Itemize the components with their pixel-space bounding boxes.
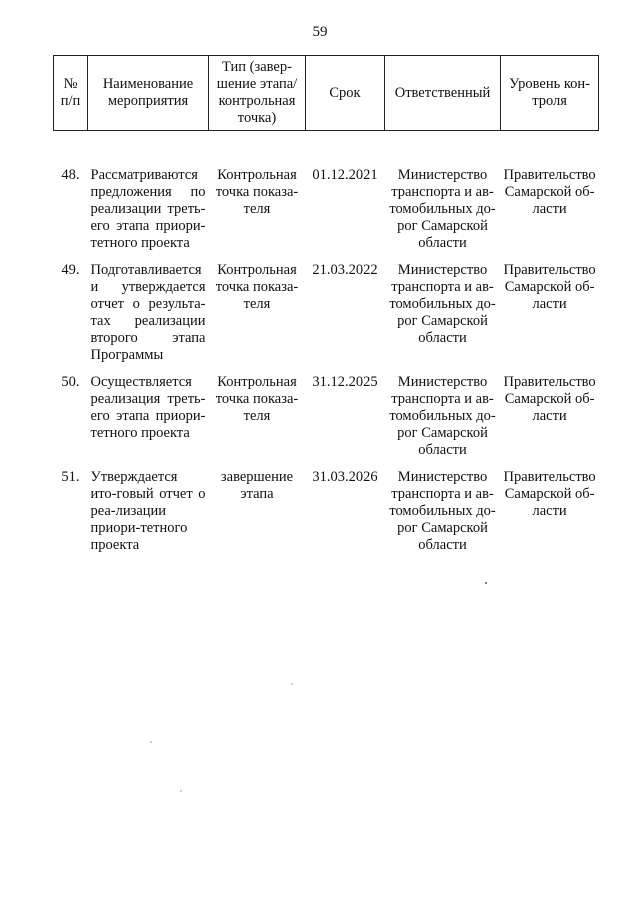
table-row xyxy=(54,374,599,469)
header-type: Тип (завер- шение этапа/ контрольная точка) xyxy=(209,56,306,131)
table-row xyxy=(54,262,599,374)
page-number: 59 xyxy=(312,24,328,40)
row-type: завершение этапа xyxy=(220,469,294,502)
header-num: № п/п xyxy=(54,56,88,131)
row-control: Правительство Самарской об-ласти xyxy=(503,167,596,217)
plan-table xyxy=(53,55,599,564)
row-date: 01.12.2021 xyxy=(312,167,378,183)
row-responsible: Министерство транспорта и ав-томобильных до-рог Самарской области xyxy=(389,167,496,251)
row-control: Правительство Самарской об-ласти xyxy=(503,262,596,312)
row-name: Утверждается ито-говый отчет о реа-лизации приори-тетного проекта xyxy=(90,469,206,553)
table-spacer xyxy=(54,131,599,168)
row-num: 49. xyxy=(61,262,80,278)
row-num: 48. xyxy=(61,167,80,183)
row-name: Подготавливается и утверждается отчет о результа-тах реализации второго этапа Программы xyxy=(90,262,206,363)
row-type: Контрольная точка показа-теля xyxy=(215,374,299,424)
scan-speck xyxy=(150,741,152,743)
scan-speck xyxy=(485,582,487,584)
row-date: 31.03.2026 xyxy=(312,469,378,485)
row-num: 50. xyxy=(61,374,80,390)
scan-speck xyxy=(180,790,182,792)
row-responsible: Министерство транспорта и ав-томобильных до-рог Самарской области xyxy=(389,374,496,458)
table-row xyxy=(54,167,599,262)
row-num: 51. xyxy=(61,469,80,485)
header-date: Срок xyxy=(306,56,385,131)
row-responsible: Министерство транспорта и ав-томобильных до-рог Самарской области xyxy=(389,262,496,346)
scan-speck xyxy=(291,683,293,685)
row-date: 21.03.2022 xyxy=(312,262,378,278)
table-header xyxy=(54,56,599,131)
header-responsible: Ответственный xyxy=(385,56,501,131)
row-name: Осуществляется реализация треть-его этапа приори-тетного проекта xyxy=(90,374,206,441)
header-control: Уровень кон- троля xyxy=(501,56,599,131)
header-name: Наименование мероприятия xyxy=(88,56,209,131)
table-row xyxy=(54,469,599,564)
row-name: Рассматриваются предложения по реализации треть-его этапа приори-тетного проекта xyxy=(90,167,206,251)
row-responsible: Министерство транспорта и ав-томобильных до-рог Самарской области xyxy=(389,469,496,553)
row-control: Правительство Самарской об-ласти xyxy=(503,374,596,424)
row-control: Правительство Самарской об-ласти xyxy=(503,469,596,519)
row-date: 31.12.2025 xyxy=(312,374,378,390)
row-type: Контрольная точка показа-теля xyxy=(215,167,299,217)
row-type: Контрольная точка показа-теля xyxy=(215,262,299,312)
